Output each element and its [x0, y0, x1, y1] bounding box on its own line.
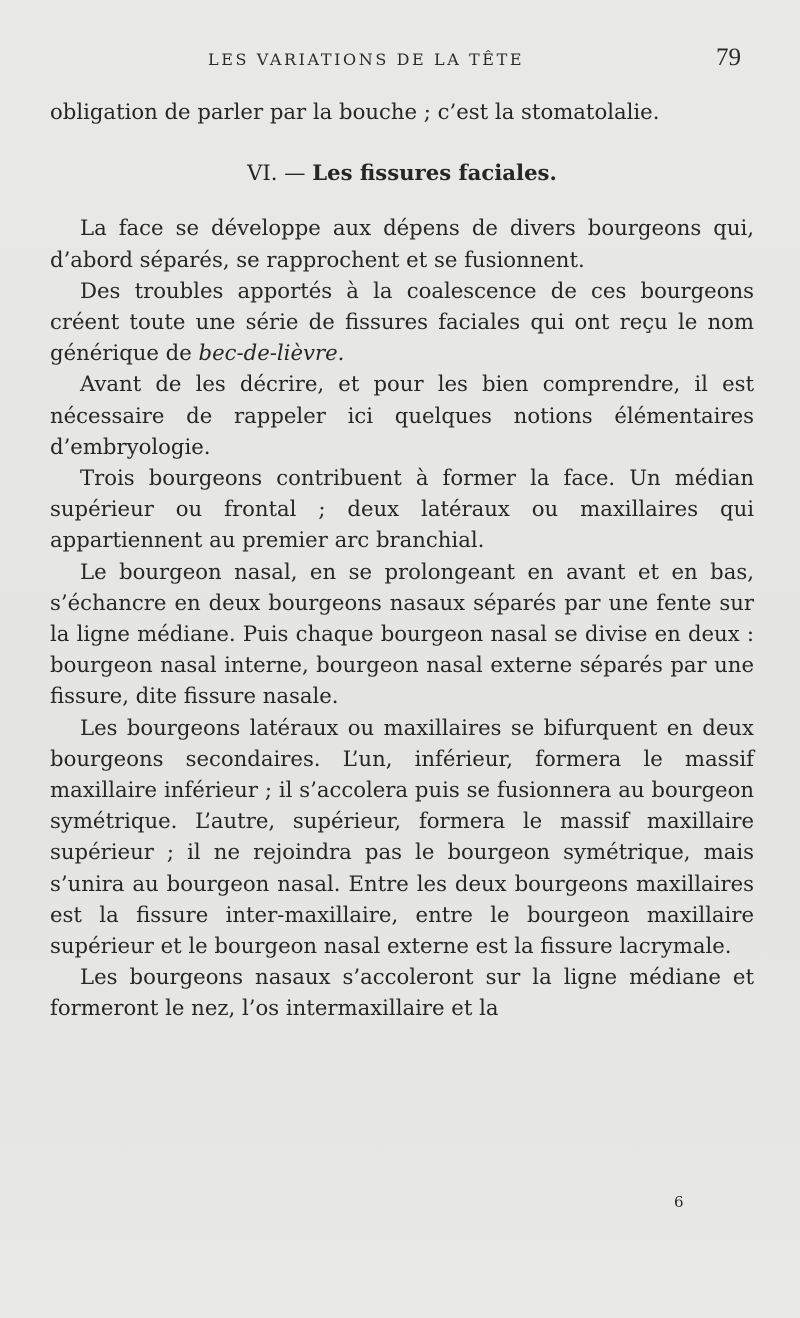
body-text	[50, 96, 754, 1024]
running-head	[0, 44, 800, 74]
running-title: LES VARIATIONS DE LA TÊTE	[208, 50, 525, 69]
page-number: 79	[716, 44, 741, 71]
paragraph: Trois bourgeons contribuent à former la face. Un médian supérieur ou frontal ; deux latéraux ou maxillaires qui appartiennent au premier arc branchial.	[50, 465, 754, 553]
paragraph-text: Des troubles apportés à la coalescence de ces bourgeons créent toute une série de fissures faciales qui ont reçu le nom générique de	[50, 277, 754, 366]
paragraph: Avant de les décrire, et pour les bien comprendre, il est nécessaire de rappeler ici quelques notions élémentaires d’embryologie.	[50, 371, 754, 459]
paragraph: Les bourgeons nasaux s’accoleront sur la ligne médiane et formeront le nez, l’os intermaxillaire et la	[50, 964, 754, 1021]
paragraph	[50, 275, 754, 369]
paragraph: La face se développe aux dépens de divers bourgeons qui, d’abord séparés, se rapprochent et se fusionnent.	[50, 215, 754, 272]
section-heading	[50, 157, 754, 188]
paragraph-continuation: obligation de parler par la bouche ; c’est la stomatolalie.	[50, 99, 660, 124]
section-title: Les fissures faciales.	[312, 160, 557, 186]
italic-term: bec-de-lièvre.	[198, 340, 345, 366]
paragraph: Le bourgeon nasal, en se prolongeant en avant et en bas, s’échancre en deux bourgeons nasaux séparés par une fente sur la ligne médiane. Puis chaque bourgeon nasal se divise en deux : bourgeon nasal interne, bourgeon nasal externe séparés par une fissure, dite fissure nasale.	[50, 558, 754, 709]
signature-mark: 6	[674, 1193, 684, 1211]
paragraph: Les bourgeons latéraux ou maxillaires se bifurquent en deux bourgeons secondaires. L’un, inférieur, formera le massif maxillaire inférieur ; il s’accolera puis se fusionnera au bourgeon symétrique. L’autre, supérieur, formera le massif maxillaire supérieur ; il ne rejoindra pas le bourgeon symétrique, mais s’unira au bourgeon nasal. Entre les deux bourgeons maxillaires est la fissure inter-maxillaire, entre le bourgeon maxillaire supérieur et le bourgeon nasal externe est la fissure lacrymale.	[50, 714, 754, 959]
section-number: VI. —	[247, 160, 306, 186]
